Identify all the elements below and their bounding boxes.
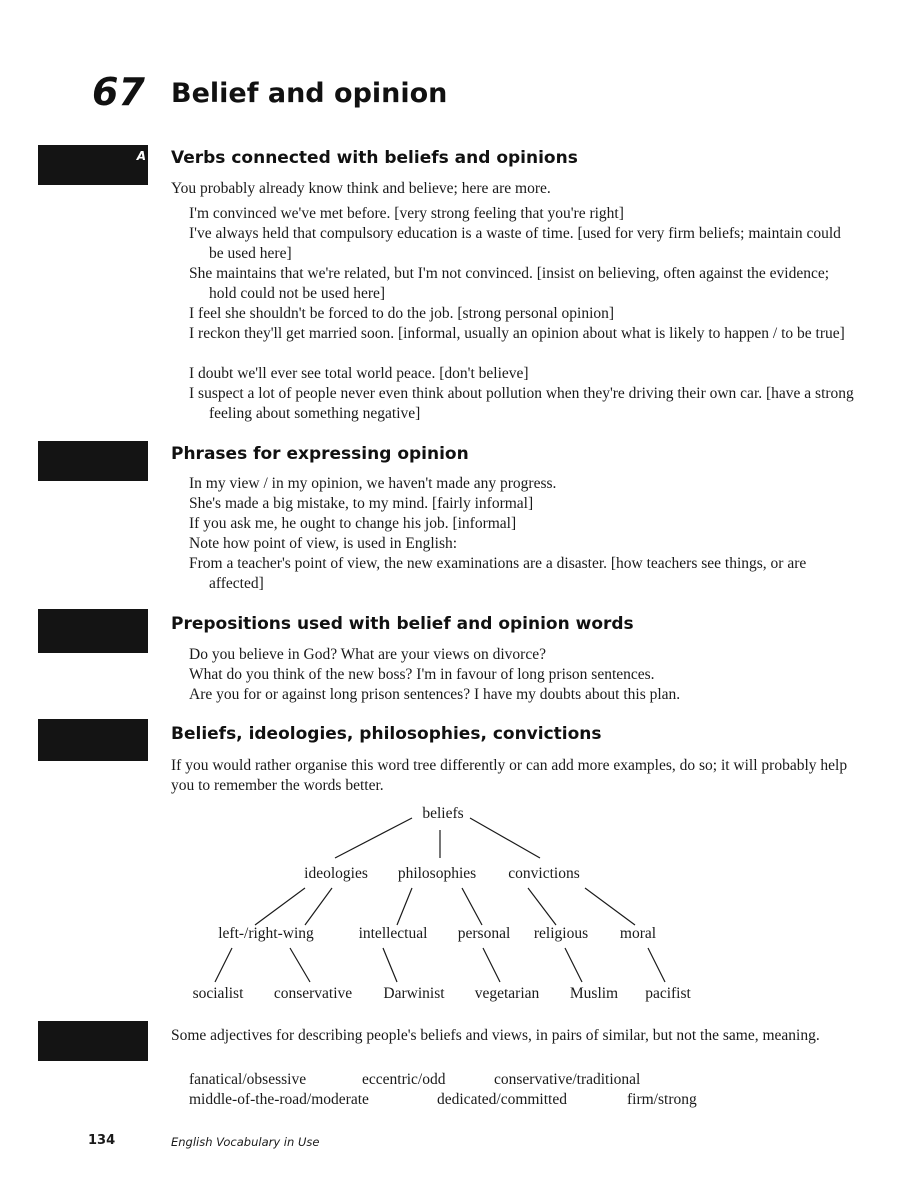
tree-node: philosophies [397,865,477,882]
tree-branch [528,888,556,925]
section-b-heading: Phrases for expressing opinion [171,444,469,464]
example-line: I doubt we'll ever see total world peace. [don't believe] [189,365,529,382]
adjective-pair: conservative/traditional [494,1071,641,1088]
example-line: I reckon they'll get married soon. [informal, usually an opinion about what is likely to happen / to be true] [189,325,845,342]
tree-leaf: conservative [273,985,353,1002]
tree-node: moral [619,925,657,942]
section-a-letter: A [136,149,146,163]
tree-node: convictions [508,865,580,882]
section-a-intro: You probably already know think and believe; here are more. [171,180,551,197]
page-number: 134 [88,1133,116,1148]
example-line: I've always held that compulsory education is a waste of time. [used for very firm beliefs; maintain could be used here] [189,225,841,262]
example-line: Do you believe in God? What are your views on divorce? [189,646,546,663]
adjective-pair: fanatical/obsessive [189,1071,307,1088]
tree-leaf: vegetarian [474,985,540,1002]
tree-leaf: Darwinist [383,985,445,1002]
tree-branch [335,818,412,858]
tree-branch [470,818,540,858]
tree-branch [648,948,665,982]
tree-branch [483,948,500,982]
example-line: Are you for or against long prison sentences? I have my doubts about this plan. [189,686,681,703]
tree-branch [383,948,397,982]
tree-branch [397,888,412,925]
section-a-heading: Verbs connected with beliefs and opinions [171,148,578,168]
tree-node: intellectual [358,925,428,942]
tree-leaf: socialist [192,985,244,1002]
example-line: Note how point of view, is used in English: [189,535,458,552]
tree-leaf: Muslim [569,985,619,1002]
adjective-pair: firm/strong [627,1091,697,1108]
adjective-pair: eccentric/odd [362,1071,446,1088]
adjective-pair: middle-of-the-road/moderate [189,1091,369,1108]
example-line: I suspect a lot of people never even think about pollution when they're driving their own car. [have a strong feeling about something negative] [189,385,854,422]
tree-node: personal [457,925,511,942]
section-d-heading: Beliefs, ideologies, philosophies, convictions [171,724,602,744]
tree-branch [585,888,635,925]
example-line: I'm convinced we've met before. [very strong feeling that you're right] [189,205,624,222]
section-e-intro: Some adjectives for describing people's beliefs and views, in pairs of similar, but not the same, meaning. [171,1027,820,1044]
example-line: From a teacher's point of view, the new examinations are a disaster. [how teachers see things, or are affected] [189,555,807,592]
example-line: I feel she shouldn't be forced to do the job. [strong personal opinion] [189,305,615,322]
example-line: She's made a big mistake, to my mind. [fairly informal] [189,495,534,512]
tree-root: beliefs [422,805,464,822]
tree-branch [215,948,232,982]
example-line: In my view / in my opinion, we haven't made any progress. [189,475,557,492]
book-title: English Vocabulary in Use [171,1135,320,1149]
tree-leaf: pacifist [645,985,691,1002]
tree-node: left-/right-wing [218,925,314,942]
adjective-pair: dedicated/committed [437,1091,567,1108]
tree-branch [305,888,332,925]
section-d-intro: If you would rather organise this word tree differently or can add more examples, do so; it will probably help you to remember the words better. [171,757,848,794]
tree-branch [255,888,305,925]
page-title: Belief and opinion [171,78,448,109]
example-line: If you ask me, he ought to change his job. [informal] [189,515,517,532]
example-line: She maintains that we're related, but I'm not convinced. [insist on believing, often against the evidence; hold could not be used here] [189,265,830,302]
section-c-heading: Prepositions used with belief and opinion words [171,614,634,634]
tree-branch [565,948,582,982]
tree-node: religious [533,925,589,942]
tree-branch [462,888,482,925]
example-line: What do you think of the new boss? I'm in favour of long prison sentences. [189,666,655,683]
tree-branch [290,948,310,982]
unit-number: 67 [92,70,145,114]
tree-node: ideologies [304,865,368,882]
